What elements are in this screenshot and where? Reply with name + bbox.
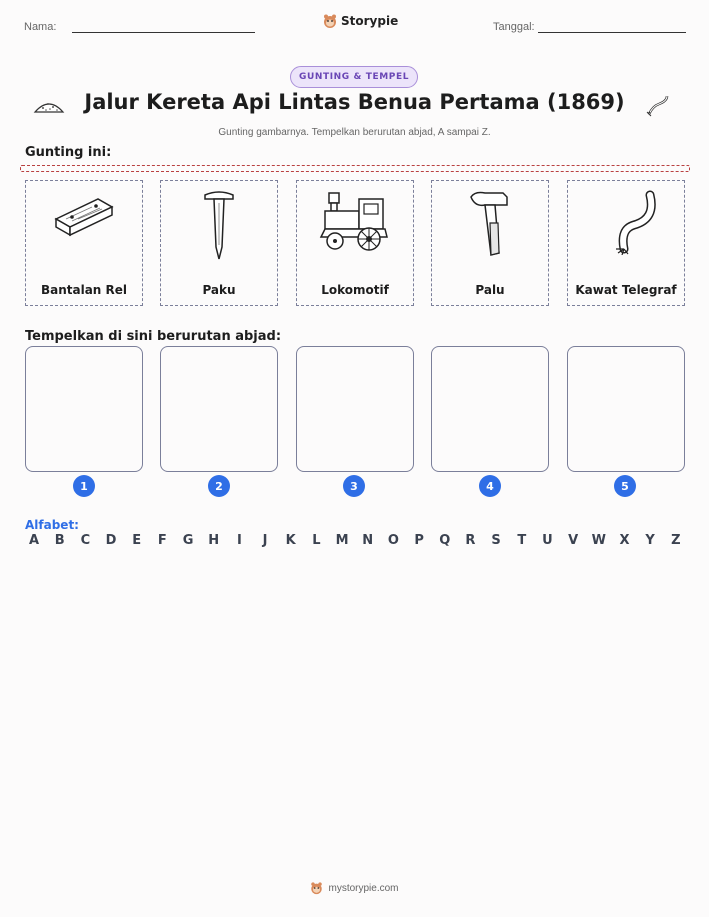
paste-slot[interactable] [431, 346, 549, 472]
cut-line [20, 165, 690, 172]
alphabet-letter: A [28, 533, 40, 548]
date-line[interactable] [538, 32, 686, 33]
alphabet-letter: B [54, 533, 65, 548]
paste-slot[interactable] [25, 346, 143, 472]
wire-coil-icon [645, 92, 671, 118]
cut-card[interactable] [567, 180, 685, 306]
alphabet-letter: Q [439, 533, 451, 548]
instructions: Gunting gambarnya. Tempelkan berurutan abjad, A sampai Z. [218, 127, 491, 138]
card-label: Kawat Telegraf [575, 283, 677, 297]
slot-number: 1 [73, 475, 95, 497]
alphabet-letter: P [414, 533, 424, 548]
card-label: Paku [202, 283, 236, 297]
alphabet-letter: X [619, 533, 630, 548]
alphabet-letter: G [182, 533, 194, 548]
wooden-tie-icon [52, 189, 116, 249]
paste-slot[interactable] [296, 346, 414, 472]
alphabet-row [25, 533, 685, 548]
alphabet-letter: M [335, 533, 349, 548]
alphabet-letter: F [157, 533, 167, 548]
slot-number: 4 [479, 475, 501, 497]
alphabet-letter: R [465, 533, 476, 548]
alphabet-letter: J [262, 533, 268, 548]
storypie-mascot-icon [323, 13, 337, 29]
name-label: Nama: [24, 21, 57, 33]
alphabet-letter: Y [645, 533, 655, 548]
alphabet-letter: C [80, 533, 91, 548]
paste-section-label: Tempelkan di sini berurutan abjad: [25, 329, 282, 344]
alphabet-letter: K [285, 533, 296, 548]
alphabet-label: Alfabet: [25, 518, 79, 532]
activity-badge: GUNTING & TEMPEL [290, 66, 418, 88]
alphabet-letter: O [387, 533, 399, 548]
locomotive-icon [319, 189, 391, 253]
cut-card[interactable] [160, 180, 278, 306]
alphabet-letter: H [208, 533, 220, 548]
card-label: Palu [475, 283, 505, 297]
alphabet-letter: Z [671, 533, 681, 548]
alphabet-letter: N [362, 533, 374, 548]
paste-slot[interactable] [160, 346, 278, 472]
alphabet-letter: T [517, 533, 527, 548]
slot-number: 2 [208, 475, 230, 497]
alphabet-letter: S [491, 533, 501, 548]
cut-card[interactable] [296, 180, 414, 306]
footer-url[interactable]: mystorypie.com [328, 882, 399, 894]
telegraph-wire-icon [594, 189, 658, 255]
date-label: Tanggal: [493, 21, 535, 33]
card-label: Bantalan Rel [40, 283, 128, 297]
footer [0, 881, 709, 895]
cut-card[interactable] [25, 180, 143, 306]
cut-section-label: Gunting ini: [25, 145, 112, 160]
name-line[interactable] [72, 32, 255, 33]
alphabet-letter: U [542, 533, 553, 548]
alphabet-letter: I [236, 533, 242, 548]
alphabet-letter: L [312, 533, 321, 548]
page-title: Jalur Kereta Api Lintas Benua Pertama (1869) [84, 90, 625, 114]
alphabet-letter: E [132, 533, 142, 548]
cut-card[interactable] [431, 180, 549, 306]
spike-icon [199, 189, 239, 261]
storypie-mascot-icon [310, 881, 323, 895]
brand-name: Storypie [341, 14, 399, 28]
slot-number: 5 [614, 475, 636, 497]
hammer-icon [465, 189, 515, 257]
card-label: Lokomotif [321, 283, 389, 297]
slot-number: 3 [343, 475, 365, 497]
paste-slot[interactable] [567, 346, 685, 472]
storypie-logo [323, 13, 398, 29]
alphabet-letter: W [591, 533, 606, 548]
alphabet-letter: V [568, 533, 579, 548]
alphabet-letter: D [105, 533, 117, 548]
